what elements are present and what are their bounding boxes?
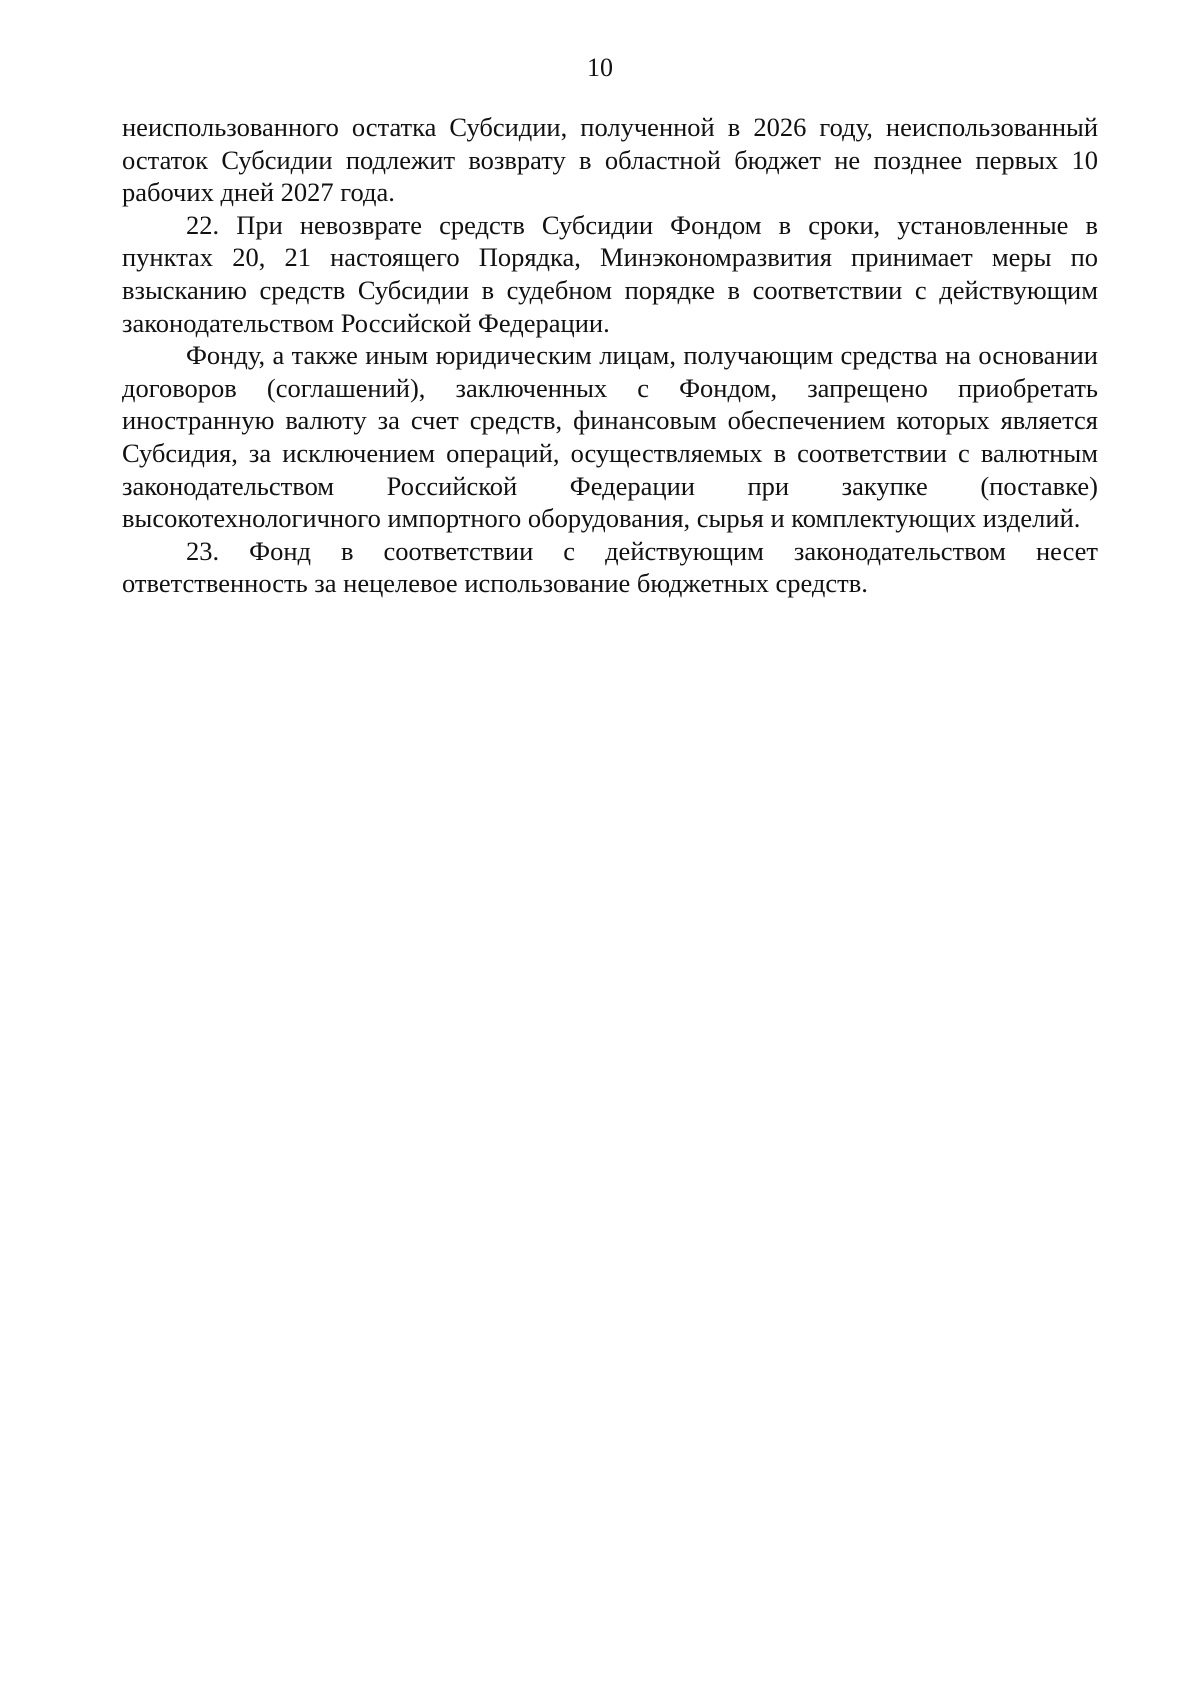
- paragraph-currency-restriction: Фонду, а также иным юридическим лицам, получающим средства на основании договоров (соглашений), заключенных с Фондом, запрещено приобретать иностранную валюту за счет средств, финансовым обеспечением которых является Субсидия, за исключением операций, осуществляемых в соответствии с валютным законодательством Российской Федерации при закупке (поставке) высокотехнологичного импортного оборудования, сырья и комплектующих изделий.: [122, 340, 1098, 534]
- page-number: 10: [587, 53, 613, 82]
- document-body: [122, 111, 1098, 600]
- paragraph-23: 23. Фонд в соответствии с действующим законодательством несет ответственность за нецелевое использование бюджетных средств.: [122, 535, 1098, 599]
- paragraph-22: 22. При невозврате средств Субсидии Фондом в сроки, установленные в пунктах 20, 21 настоящего Порядка, Минэкономразвития принимает меры по взысканию средств Субсидии в судебном порядке в соответствии с действующим законодательством Российской Федерации.: [122, 209, 1098, 338]
- paragraph-continuation: неиспользованного остатка Субсидии, полученной в 2026 году, неиспользованный остаток Субсидии подлежит возврату в областной бюджет не позднее первых 10 рабочих дней 2027 года.: [122, 112, 1098, 208]
